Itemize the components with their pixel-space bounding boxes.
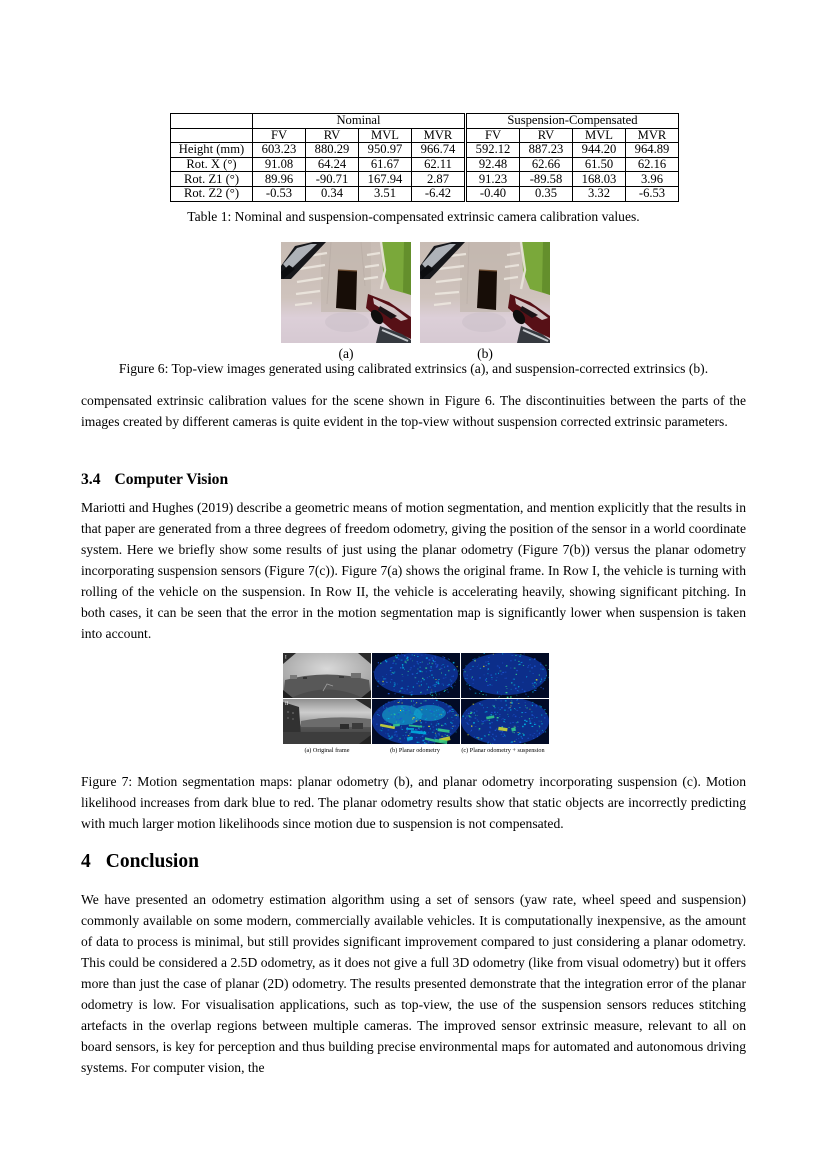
table-caption: Table 1: Nominal and suspension-compensated extrinsic camera calibration values.	[187, 209, 640, 224]
col-header: RV	[520, 128, 573, 143]
figure6-label-a: (a)	[338, 346, 354, 361]
figure7-original-frame-row1	[283, 653, 371, 698]
row-label: Height (mm)	[171, 143, 253, 158]
table-cell: 61.50	[573, 157, 626, 172]
table-group-suspension: Suspension-Compensated	[466, 114, 679, 129]
table-cell: 887.23	[520, 143, 573, 158]
paragraph-fig6-discussion: compensated extrinsic calibration values for the scene shown in Figure 6. The discontinuities between the parts of the images created by different cameras is quite evident in the top-view without suspension corrected extrinsic parameters.	[81, 393, 746, 429]
col-header: MVR	[626, 128, 679, 143]
section-title: Conclusion	[105, 851, 199, 872]
section-number: 4	[81, 851, 91, 872]
table-cell: -0.40	[466, 186, 520, 201]
col-header: RV	[306, 128, 359, 143]
figure7-heatmap-row1-planar	[372, 653, 460, 698]
table-cell: 0.34	[306, 186, 359, 201]
table-cell: 3.96	[626, 172, 679, 187]
table-cell: -6.42	[412, 186, 466, 201]
table-cell: 62.16	[626, 157, 679, 172]
col-header: MVL	[359, 128, 412, 143]
row-label: Rot. X (°)	[171, 157, 253, 172]
figure7-caption: Figure 7: Motion segmentation maps: planar odometry (b), and planar odometry incorporating suspension (c). Motion likelihood increases from dark blue to red. The planar odometry results show that static objects are incorrectly predicting with much larger motion likelihoods since motion due to suspension is not compensated.	[81, 774, 746, 831]
table-cell: -90.71	[306, 172, 359, 187]
table-cell: 64.24	[306, 157, 359, 172]
figure7-subcaption-c: (c) Planar odometry + suspension	[461, 747, 545, 754]
table-cell: -89.58	[520, 172, 573, 187]
table-row	[171, 114, 679, 129]
table-cell: 3.32	[573, 186, 626, 201]
figure7-heatmap-row2-suspension	[461, 699, 549, 744]
table-cell: 603.23	[253, 143, 306, 158]
table-cell: 964.89	[626, 143, 679, 158]
table-cell: 2.87	[412, 172, 466, 187]
table-corner-cell	[171, 128, 253, 143]
paragraph-computer-vision: Mariotti and Hughes (2019) describe a geometric means of motion segmentation, and mention explicitly that the results in that paper are generated from a three degrees of freedom odometry, giving the position of the sensor in a world coordinate system. Here we briefly show some results of just using the planar odometry (Figure 7(b)) versus the planar odometry incorporating suspension sensors (Figure 7(c)). Figure 7(a) shows the original frame. In Row I, the vehicle is turning with rolling of the vehicle on the suspension. In Row II, the vehicle is accelerating heavily, showing significant pitching. In both cases, it can be seen that the error in the motion segmentation map is significantly lower when suspension is taken into account.	[81, 500, 746, 641]
figure7-subcaption-b: (b) Planar odometry	[390, 747, 440, 754]
table-cell: 880.29	[306, 143, 359, 158]
table-cell: 592.12	[466, 143, 520, 158]
figure7-heatmap-row2-planar	[372, 699, 460, 744]
table-cell: 62.66	[520, 157, 573, 172]
figure7-row-label-2: II	[285, 702, 289, 707]
table-row	[171, 186, 679, 201]
section-heading-4	[81, 851, 199, 873]
table-cell: 167.94	[359, 172, 412, 187]
col-header: FV	[253, 128, 306, 143]
table-cell: 91.08	[253, 157, 306, 172]
figure7-images	[283, 653, 549, 754]
figure7-subcaption-a: (a) Original frame	[304, 747, 350, 754]
table-group-nominal: Nominal	[253, 114, 466, 129]
figure6-caption: Figure 6: Top-view images generated using calibrated extrinsics (a), and suspension-corrected extrinsics (b).	[118, 361, 709, 376]
section-heading-3-4	[81, 471, 228, 489]
table-row	[171, 128, 679, 143]
table-cell: -0.53	[253, 186, 306, 201]
row-label: Rot. Z2 (°)	[171, 186, 253, 201]
table-cell: 950.97	[359, 143, 412, 158]
table-calibration	[170, 113, 679, 202]
table-corner-cell	[171, 114, 253, 129]
paragraph-conclusion: We have presented an odometry estimation algorithm using a set of sensors (yaw rate, wheel speed and suspension) commonly available on some modern, commercially available vehicles. It is computationally inexpensive, as the amount of data to process is minimal, but still provides significant improvement compared to just considering a planar odometry. This could be considered a 2.5D odometry, as it does not give a full 3D odometry (like from visual odometry) but it offers more than just the case of planar (2D) odometry. The results presented demonstrate that the integration error of the planar odometry is low. For visualisation applications, such as top-view, the use of the suspension sensors reduces stitching artefacts in the overlap regions between multiple cameras. The improved sensor extrinsic measure, relevant to all on board sensors, is key for perception and thus building precise environmental maps for automated and autonomous driving systems. For computer vision, the	[81, 892, 746, 1075]
table-cell: 92.48	[466, 157, 520, 172]
table-cell: 944.20	[573, 143, 626, 158]
table-row	[171, 172, 679, 187]
row-label: Rot. Z1 (°)	[171, 172, 253, 187]
figure6-image-b	[420, 242, 550, 343]
table-cell: 0.35	[520, 186, 573, 201]
figure6-label-b: (b)	[477, 346, 493, 361]
table-cell: 168.03	[573, 172, 626, 187]
table-cell: -6.53	[626, 186, 679, 201]
figure7-row-label-1: I	[285, 655, 287, 661]
section-number: 3.4	[81, 471, 101, 488]
table-cell: 89.96	[253, 172, 306, 187]
figure6-images	[281, 242, 550, 343]
table-cell: 966.74	[412, 143, 466, 158]
col-header: FV	[466, 128, 520, 143]
table-cell: 62.11	[412, 157, 466, 172]
table-row	[171, 143, 679, 158]
section-title: Computer Vision	[114, 471, 229, 488]
figure6-sublabels	[281, 346, 550, 362]
table-cell: 3.51	[359, 186, 412, 201]
table-cell: 91.23	[466, 172, 520, 187]
figure7-heatmap-row1-suspension	[461, 653, 549, 698]
table-cell: 61.67	[359, 157, 412, 172]
figure6-image-a	[281, 242, 411, 343]
table-row	[171, 157, 679, 172]
figure7-original-frame-row2	[283, 699, 371, 744]
figure7-subcaptions	[283, 747, 549, 754]
col-header: MVR	[412, 128, 466, 143]
col-header: MVL	[573, 128, 626, 143]
